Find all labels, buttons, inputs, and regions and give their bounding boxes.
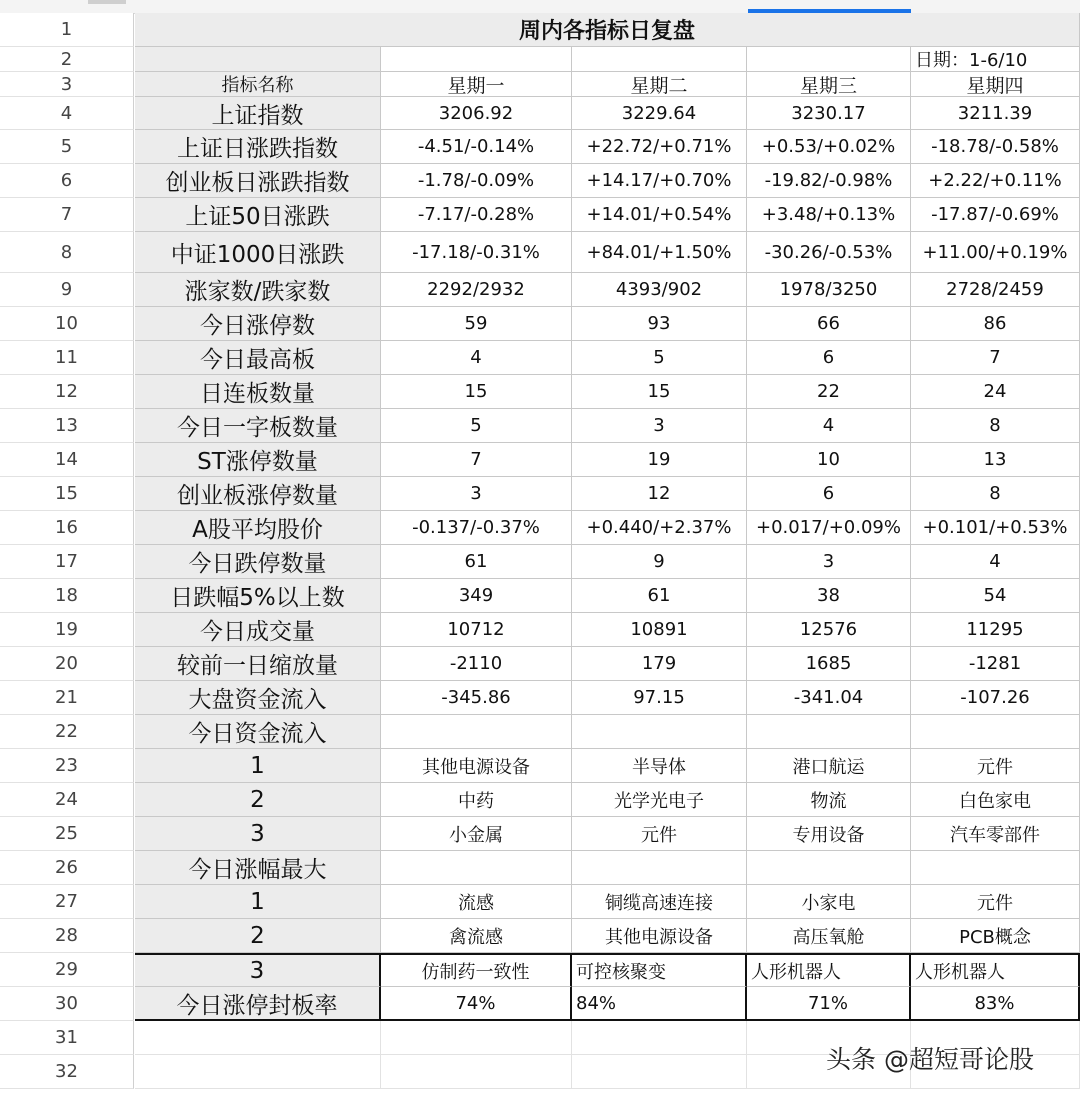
row-number[interactable]: 30 <box>0 987 134 1021</box>
value-cell[interactable] <box>911 715 1080 749</box>
row-number[interactable]: 24 <box>0 783 134 817</box>
indicator-label[interactable]: 1 <box>135 885 381 919</box>
value-cell[interactable]: +3.48/+0.13% <box>747 198 911 232</box>
value-cell[interactable]: 3206.92 <box>381 97 572 130</box>
value-cell[interactable] <box>911 851 1080 885</box>
row-number[interactable]: 26 <box>0 851 134 885</box>
value-cell[interactable]: -107.26 <box>911 681 1080 715</box>
row-number[interactable]: 8 <box>0 232 134 273</box>
value-cell[interactable]: 元件 <box>572 817 747 851</box>
indicator-label[interactable]: 3 <box>135 817 381 851</box>
value-cell[interactable]: 6 <box>747 341 911 375</box>
value-cell[interactable]: 港口航运 <box>747 749 911 783</box>
sheet-tab[interactable] <box>88 0 126 4</box>
value-cell[interactable]: -2110 <box>381 647 572 681</box>
row-number[interactable]: 31 <box>0 1021 134 1055</box>
indicator-label[interactable]: 今日最高板 <box>135 341 381 375</box>
indicator-label[interactable]: 1 <box>135 749 381 783</box>
value-cell[interactable]: 专用设备 <box>747 817 911 851</box>
value-cell[interactable]: 9 <box>572 545 747 579</box>
empty-cell[interactable] <box>572 1021 747 1055</box>
value-cell[interactable]: 71% <box>747 987 911 1021</box>
value-cell[interactable]: 1685 <box>747 647 911 681</box>
value-cell[interactable]: 禽流感 <box>381 919 572 953</box>
empty-cell[interactable] <box>135 1021 381 1055</box>
value-cell[interactable]: 10712 <box>381 613 572 647</box>
value-cell[interactable]: -1281 <box>911 647 1080 681</box>
value-cell[interactable]: +11.00/+0.19% <box>911 232 1080 273</box>
value-cell[interactable]: -345.86 <box>381 681 572 715</box>
indicator-label[interactable]: 今日一字板数量 <box>135 409 381 443</box>
indicator-label[interactable]: ST涨停数量 <box>135 443 381 477</box>
value-cell[interactable]: +22.72/+0.71% <box>572 130 747 164</box>
row-number[interactable]: 6 <box>0 164 134 198</box>
value-cell[interactable] <box>747 851 911 885</box>
value-cell[interactable]: 12 <box>572 477 747 511</box>
indicator-label[interactable]: 涨家数/跌家数 <box>135 273 381 307</box>
value-cell[interactable]: +0.53/+0.02% <box>747 130 911 164</box>
row-number[interactable]: 18 <box>0 579 134 613</box>
value-cell[interactable]: 白色家电 <box>911 783 1080 817</box>
value-cell[interactable]: -19.82/-0.98% <box>747 164 911 198</box>
empty-cell[interactable] <box>381 1055 572 1089</box>
row-number[interactable]: 4 <box>0 97 134 130</box>
value-cell[interactable]: 3229.64 <box>572 97 747 130</box>
value-cell[interactable]: 24 <box>911 375 1080 409</box>
value-cell[interactable] <box>572 715 747 749</box>
empty-cell[interactable] <box>381 1021 572 1055</box>
value-cell[interactable]: -17.18/-0.31% <box>381 232 572 273</box>
value-cell[interactable]: 其他电源设备 <box>572 919 747 953</box>
indicator-label[interactable]: 今日跌停数量 <box>135 545 381 579</box>
value-cell[interactable]: 3230.17 <box>747 97 911 130</box>
value-cell[interactable]: 元件 <box>911 749 1080 783</box>
value-cell[interactable]: 人形机器人 <box>911 953 1080 987</box>
row-number[interactable]: 32 <box>0 1055 134 1089</box>
value-cell[interactable]: 61 <box>381 545 572 579</box>
value-cell[interactable]: -0.137/-0.37% <box>381 511 572 545</box>
value-cell[interactable]: 2728/2459 <box>911 273 1080 307</box>
value-cell[interactable] <box>747 715 911 749</box>
empty-cell[interactable] <box>135 1055 381 1089</box>
row-number[interactable]: 9 <box>0 273 134 307</box>
row-number[interactable]: 23 <box>0 749 134 783</box>
row-number[interactable]: 19 <box>0 613 134 647</box>
indicator-label[interactable]: 2 <box>135 919 381 953</box>
row-number[interactable]: 14 <box>0 443 134 477</box>
value-cell[interactable] <box>572 851 747 885</box>
value-cell[interactable]: +2.22/+0.11% <box>911 164 1080 198</box>
value-cell[interactable]: 3211.39 <box>911 97 1080 130</box>
indicator-label[interactable]: 今日成交量 <box>135 613 381 647</box>
value-cell[interactable]: -4.51/-0.14% <box>381 130 572 164</box>
row-number[interactable]: 17 <box>0 545 134 579</box>
value-cell[interactable]: 物流 <box>747 783 911 817</box>
value-cell[interactable]: 仿制药一致性 <box>381 953 572 987</box>
value-cell[interactable]: 15 <box>572 375 747 409</box>
indicator-label[interactable]: 上证指数 <box>135 97 381 130</box>
row-number[interactable]: 25 <box>0 817 134 851</box>
value-cell[interactable]: -341.04 <box>747 681 911 715</box>
row-number[interactable]: 10 <box>0 307 134 341</box>
indicator-label[interactable]: 2 <box>135 783 381 817</box>
value-cell[interactable]: 4 <box>747 409 911 443</box>
empty-cell[interactable] <box>572 47 747 72</box>
value-cell[interactable]: -30.26/-0.53% <box>747 232 911 273</box>
value-cell[interactable]: 10 <box>747 443 911 477</box>
value-cell[interactable]: +14.01/+0.54% <box>572 198 747 232</box>
value-cell[interactable]: 13 <box>911 443 1080 477</box>
row-number[interactable]: 13 <box>0 409 134 443</box>
row-number[interactable]: 1 <box>0 13 134 47</box>
indicator-label[interactable]: 3 <box>135 953 381 987</box>
row-number[interactable]: 15 <box>0 477 134 511</box>
value-cell[interactable]: 12576 <box>747 613 911 647</box>
value-cell[interactable]: 3 <box>381 477 572 511</box>
value-cell[interactable]: PCB概念 <box>911 919 1080 953</box>
value-cell[interactable]: 11295 <box>911 613 1080 647</box>
indicator-label[interactable]: 日跌幅5%以上数 <box>135 579 381 613</box>
empty-label-cell[interactable] <box>135 47 381 72</box>
empty-cell[interactable] <box>572 1055 747 1089</box>
row-number[interactable]: 28 <box>0 919 134 953</box>
value-cell[interactable]: 15 <box>381 375 572 409</box>
value-cell[interactable] <box>381 715 572 749</box>
value-cell[interactable]: 光学光电子 <box>572 783 747 817</box>
value-cell[interactable] <box>381 851 572 885</box>
value-cell[interactable]: 93 <box>572 307 747 341</box>
value-cell[interactable]: 3 <box>747 545 911 579</box>
row-number[interactable]: 27 <box>0 885 134 919</box>
value-cell[interactable]: -7.17/-0.28% <box>381 198 572 232</box>
value-cell[interactable]: 97.15 <box>572 681 747 715</box>
value-cell[interactable]: 流感 <box>381 885 572 919</box>
value-cell[interactable]: 7 <box>381 443 572 477</box>
value-cell[interactable]: 38 <box>747 579 911 613</box>
value-cell[interactable]: 4 <box>911 545 1080 579</box>
row-number[interactable]: 12 <box>0 375 134 409</box>
value-cell[interactable]: 汽车零部件 <box>911 817 1080 851</box>
value-cell[interactable]: 小家电 <box>747 885 911 919</box>
header-indicator-name[interactable]: 指标名称 <box>135 72 381 97</box>
value-cell[interactable]: +0.440/+2.37% <box>572 511 747 545</box>
indicator-label[interactable]: 创业板涨停数量 <box>135 477 381 511</box>
value-cell[interactable]: 高压氧舱 <box>747 919 911 953</box>
row-number[interactable]: 20 <box>0 647 134 681</box>
value-cell[interactable]: 83% <box>911 987 1080 1021</box>
indicator-label[interactable]: 上证50日涨跌 <box>135 198 381 232</box>
indicator-label[interactable]: 大盘资金流入 <box>135 681 381 715</box>
value-cell[interactable]: +84.01/+1.50% <box>572 232 747 273</box>
value-cell[interactable]: 22 <box>747 375 911 409</box>
value-cell[interactable]: 84% <box>572 987 747 1021</box>
value-cell[interactable]: 59 <box>381 307 572 341</box>
value-cell[interactable]: 元件 <box>911 885 1080 919</box>
row-number[interactable]: 11 <box>0 341 134 375</box>
value-cell[interactable]: 可控核聚变 <box>572 953 747 987</box>
value-cell[interactable]: -17.87/-0.69% <box>911 198 1080 232</box>
value-cell[interactable]: 349 <box>381 579 572 613</box>
value-cell[interactable]: 4393/902 <box>572 273 747 307</box>
date-label[interactable]: 日期：1-6/10 <box>911 47 1080 72</box>
row-number[interactable]: 7 <box>0 198 134 232</box>
value-cell[interactable]: 61 <box>572 579 747 613</box>
column-header-strip <box>0 0 1080 14</box>
indicator-label[interactable]: 今日涨停数 <box>135 307 381 341</box>
value-cell[interactable]: -18.78/-0.58% <box>911 130 1080 164</box>
indicator-label[interactable]: 创业板日涨跌指数 <box>135 164 381 198</box>
value-cell[interactable]: 4 <box>381 341 572 375</box>
indicator-label[interactable]: 较前一日缩放量 <box>135 647 381 681</box>
row-number[interactable]: 29 <box>0 953 134 987</box>
row-number[interactable]: 5 <box>0 130 134 164</box>
value-cell[interactable]: -1.78/-0.09% <box>381 164 572 198</box>
value-cell[interactable]: 2292/2932 <box>381 273 572 307</box>
value-cell[interactable]: 8 <box>911 409 1080 443</box>
value-cell[interactable]: +14.17/+0.70% <box>572 164 747 198</box>
value-cell[interactable]: 179 <box>572 647 747 681</box>
header-day[interactable]: 星期一 <box>381 72 572 97</box>
value-cell[interactable]: +0.101/+0.53% <box>911 511 1080 545</box>
value-cell[interactable]: 66 <box>747 307 911 341</box>
value-cell[interactable]: 6 <box>747 477 911 511</box>
value-cell[interactable]: 7 <box>911 341 1080 375</box>
value-cell[interactable]: 86 <box>911 307 1080 341</box>
empty-cell[interactable] <box>381 47 572 72</box>
sheet-title[interactable]: 周内各指标日复盘 <box>135 13 1080 47</box>
header-day[interactable]: 星期四 <box>911 72 1080 97</box>
indicator-label[interactable]: 日连板数量 <box>135 375 381 409</box>
header-day[interactable]: 星期二 <box>572 72 747 97</box>
row-number[interactable]: 2 <box>0 47 134 72</box>
value-cell[interactable]: +0.017/+0.09% <box>747 511 911 545</box>
value-cell[interactable]: 54 <box>911 579 1080 613</box>
indicator-label[interactable]: A股平均股价 <box>135 511 381 545</box>
value-cell[interactable]: 8 <box>911 477 1080 511</box>
value-cell[interactable]: 小金属 <box>381 817 572 851</box>
indicator-label[interactable]: 中证1000日涨跌 <box>135 232 381 273</box>
empty-cell[interactable] <box>747 47 911 72</box>
value-cell[interactable]: 5 <box>381 409 572 443</box>
row-number[interactable]: 3 <box>0 72 134 97</box>
row-number[interactable]: 22 <box>0 715 134 749</box>
value-cell[interactable]: 铜缆高速连接 <box>572 885 747 919</box>
value-cell[interactable]: 3 <box>572 409 747 443</box>
value-cell[interactable]: 中药 <box>381 783 572 817</box>
row-number[interactable]: 21 <box>0 681 134 715</box>
value-cell[interactable]: 半导体 <box>572 749 747 783</box>
header-day[interactable]: 星期三 <box>747 72 911 97</box>
indicator-label[interactable]: 今日涨停封板率 <box>135 987 381 1021</box>
value-cell[interactable]: 19 <box>572 443 747 477</box>
value-cell[interactable]: 10891 <box>572 613 747 647</box>
row-number[interactable]: 16 <box>0 511 134 545</box>
value-cell[interactable]: 其他电源设备 <box>381 749 572 783</box>
indicator-label[interactable]: 今日资金流入 <box>135 715 381 749</box>
watermark-text: 头条 @超短哥论股 <box>826 1045 1034 1074</box>
value-cell[interactable]: 5 <box>572 341 747 375</box>
indicator-label[interactable]: 今日涨幅最大 <box>135 851 381 885</box>
value-cell[interactable]: 74% <box>381 987 572 1021</box>
indicator-label[interactable]: 上证日涨跌指数 <box>135 130 381 164</box>
value-cell[interactable]: 1978/3250 <box>747 273 911 307</box>
value-cell[interactable]: 人形机器人 <box>747 953 911 987</box>
